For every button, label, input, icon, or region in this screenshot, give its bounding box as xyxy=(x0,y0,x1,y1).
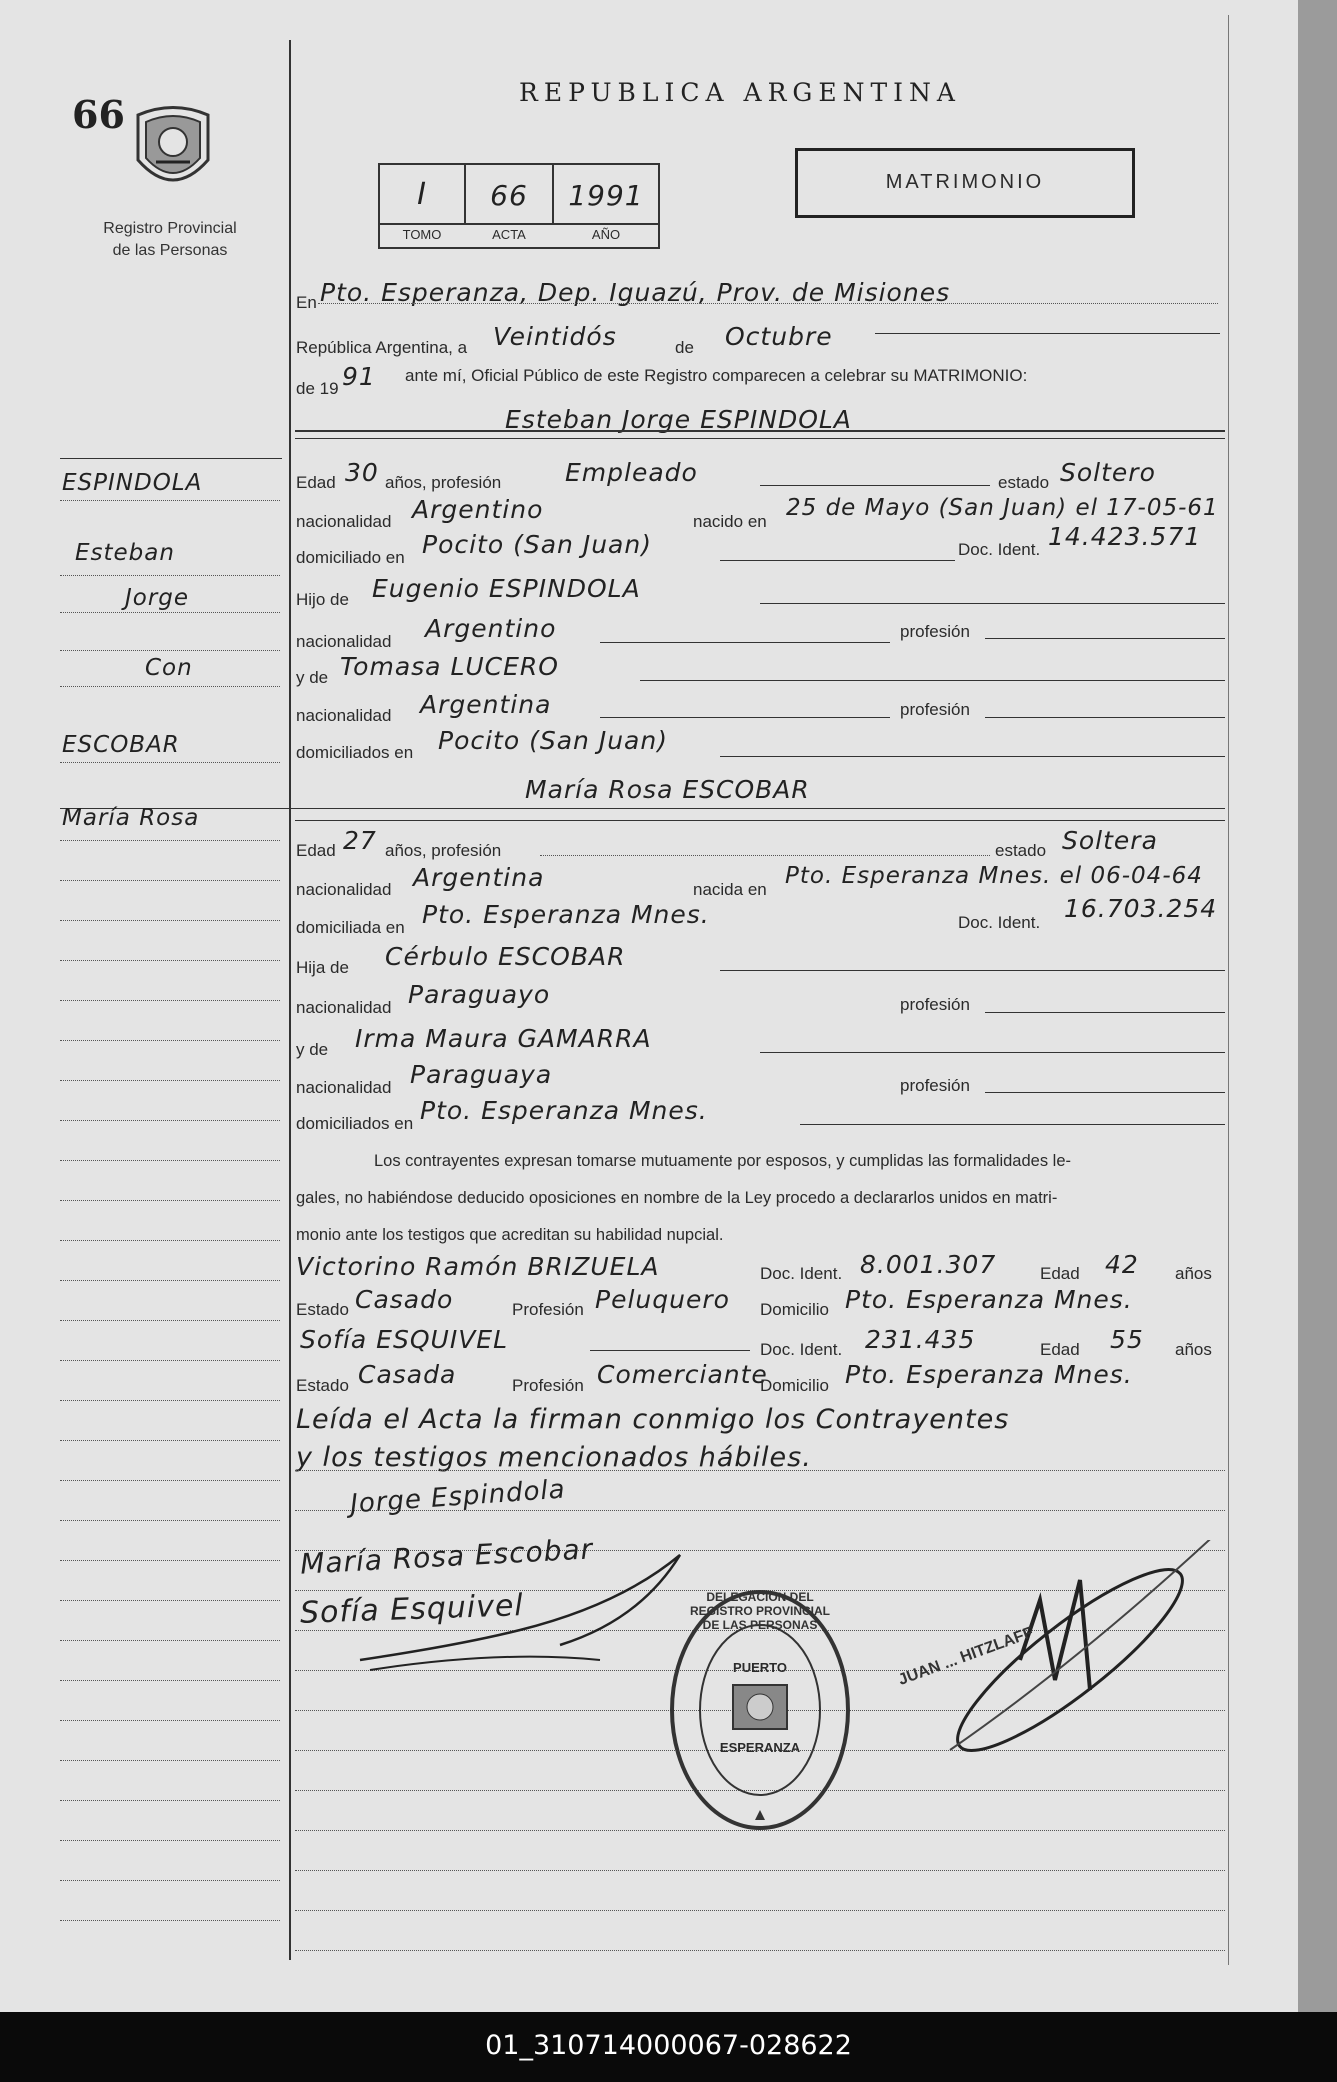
bride-born-label: nacida en xyxy=(693,880,767,899)
acta-value: 66 xyxy=(490,179,528,212)
intro-place: Pto. Esperanza, Dep. Iguazú, Prov. de Misiones xyxy=(320,278,951,307)
declaration-line-3: monio ante los testigos que acreditan su habilidad nupcial. xyxy=(296,1226,724,1244)
bride-parents-dom-label: domiciliados en xyxy=(296,1114,414,1133)
bride-age: 27 xyxy=(343,826,377,855)
witness-2-domicile: Pto. Esperanza Mnes. xyxy=(845,1360,1133,1389)
bride-and-label: y de xyxy=(296,1040,329,1059)
margin-surname-2: ESCOBAR xyxy=(62,732,180,758)
intro-year-prefix: de 19 xyxy=(296,379,339,398)
official-stamp-text: JUAN ... HITZLAFF xyxy=(896,1624,1036,1689)
groom-father-nat-label: nacionalidad xyxy=(296,632,392,651)
closing-line-2: y los testigos mencionados hábiles. xyxy=(296,1442,812,1473)
witness-2-prof-label: Profesión xyxy=(512,1376,584,1395)
intro-republic-label: República Argentina, a xyxy=(296,338,468,357)
acta-label: ACTA xyxy=(492,227,526,242)
stamp-inner-top: PUERTO xyxy=(733,1660,787,1675)
signature-groom: Jorge Espindola xyxy=(349,1474,567,1520)
witness-2-dom-label: Domicilio xyxy=(760,1376,829,1395)
groom-father: Eugenio ESPINDOLA xyxy=(372,574,641,603)
intro-day: Veintidós xyxy=(493,322,617,351)
provincial-seal-icon xyxy=(128,100,218,200)
witness-2-doc-label: Doc. Ident. xyxy=(760,1340,843,1359)
bride-mother-prof-label: profesión xyxy=(900,1076,970,1095)
margin-given-2: Jorge xyxy=(125,585,190,611)
margin-rule xyxy=(289,40,291,1960)
document-type: MATRIMONIO xyxy=(885,171,1045,193)
margin-given-3: María Rosa xyxy=(62,805,200,831)
witness-2-age: 55 xyxy=(1110,1325,1144,1354)
groom-years-label: años, profesión xyxy=(385,473,502,492)
groom-father-prof-label: profesión xyxy=(900,622,970,641)
bride-mother-nat-label: nacionalidad xyxy=(296,1078,392,1097)
margin-given-1: Esteban xyxy=(75,540,175,566)
groom-mother-prof-label: profesión xyxy=(900,700,970,719)
groom-mother-nationality: Argentina xyxy=(420,690,552,719)
groom-child-of-label: Hijo de xyxy=(296,590,349,609)
groom-doc-label: Doc. Ident. xyxy=(958,540,1041,559)
declaration-line-2: gales, no habiéndose deducido oposiciones en nombre de la Ley procedo a declararlos unidos en matri- xyxy=(296,1189,1058,1207)
groom-doc: 14.423.571 xyxy=(1048,522,1202,551)
page-number: 66 xyxy=(72,92,125,137)
groom-father-nationality: Argentino xyxy=(425,614,557,643)
witness-1-name: Victorino Ramón BRIZUELA xyxy=(296,1252,660,1281)
groom-mother-nat-label: nacionalidad xyxy=(296,706,392,725)
groom-profession: Empleado xyxy=(565,458,698,487)
bride-status-label: estado xyxy=(995,841,1047,860)
intro-en-label: En xyxy=(296,293,317,312)
closing-line-1: Leída el Acta la firman conmigo los Contrayentes xyxy=(296,1404,1010,1435)
tomo-value: I xyxy=(417,177,427,212)
witness-2-status-label: Estado xyxy=(296,1376,349,1395)
witness-2-name: Sofía ESQUIVEL xyxy=(300,1325,509,1354)
witness-1-domicile: Pto. Esperanza Mnes. xyxy=(845,1285,1133,1314)
intro-month: Octubre xyxy=(725,322,833,351)
groom-full-name: Esteban Jorge ESPINDOLA xyxy=(505,405,852,434)
footer-code: 01_310714000067-028622 xyxy=(485,2030,852,2061)
witness-1-years-label: años xyxy=(1175,1264,1212,1283)
bride-father: Cérbulo ESCOBAR xyxy=(385,942,626,971)
bride-status: Soltera xyxy=(1062,826,1158,855)
witness-1-status: Casado xyxy=(355,1285,454,1314)
margin-with: Con xyxy=(145,655,193,681)
intro-year: 91 xyxy=(342,362,376,391)
declaration-line-1: Los contrayentes expresan tomarse mutuamente por esposos, y cumplidas las formalidades le- xyxy=(374,1152,1072,1170)
witness-1-age: 42 xyxy=(1105,1250,1139,1279)
witness-2-years-label: años xyxy=(1175,1340,1212,1359)
ano-value: 1991 xyxy=(568,179,644,212)
groom-status-label: estado xyxy=(998,473,1050,492)
groom-nationality: Argentino xyxy=(412,495,544,524)
witness-1-prof-label: Profesión xyxy=(512,1300,584,1319)
bride-domicile: Pto. Esperanza Mnes. xyxy=(422,900,710,929)
witness-1-dom-label: Domicilio xyxy=(760,1300,829,1319)
groom-mother: Tomasa LUCERO xyxy=(340,652,559,681)
groom-domicile-label: domiciliado en xyxy=(296,548,405,567)
bride-nationality: Argentina xyxy=(413,863,545,892)
bride-doc-label: Doc. Ident. xyxy=(958,913,1041,932)
bride-birthplace: Pto. Esperanza Mnes. el 06-04-64 xyxy=(785,863,1203,889)
signature-bride: María Rosa Escobar xyxy=(299,1532,594,1581)
bride-father-nationality: Paraguayo xyxy=(408,980,551,1009)
intro-statement: ante mí, Oficial Público de este Registro comparecen a celebrar su MATRIMONIO: xyxy=(405,366,1028,385)
bride-domicile-label: domiciliada en xyxy=(296,918,405,937)
witness-2-status: Casada xyxy=(358,1360,457,1389)
ano-label: AÑO xyxy=(591,227,621,242)
groom-age: 30 xyxy=(345,458,379,487)
stamp-ring-text: DELEGACION DEL REGISTRO PROVINCIAL DE LAS PERSONAS xyxy=(690,1590,831,1632)
bride-father-prof-label: profesión xyxy=(900,995,970,1014)
bride-parents-domicile: Pto. Esperanza Mnes. xyxy=(420,1096,708,1125)
groom-domicile: Pocito (San Juan) xyxy=(422,530,652,559)
country-title: REPUBLICA ARGENTINA xyxy=(519,78,961,107)
groom-parents-domicile: Pocito (San Juan) xyxy=(438,726,668,755)
bride-mother: Irma Maura GAMARRA xyxy=(355,1024,652,1053)
bride-nationality-label: nacionalidad xyxy=(296,880,392,899)
stamp-inner-bottom: ESPERANZA xyxy=(719,1740,801,1755)
groom-nationality-label: nacionalidad xyxy=(296,512,392,531)
witness-1-profession: Peluquero xyxy=(595,1285,730,1314)
document-type-box xyxy=(795,148,1135,218)
paper-edge xyxy=(1298,0,1337,2012)
witness-1-age-label: Edad xyxy=(1040,1264,1080,1283)
groom-parents-dom-label: domiciliados en xyxy=(296,743,414,762)
bride-age-label: Edad xyxy=(296,841,336,860)
witness-2-doc: 231.435 xyxy=(865,1325,976,1354)
margin-surname: ESPINDOLA xyxy=(62,470,203,496)
groom-birthplace: 25 de Mayo (San Juan) el 17-05-61 xyxy=(786,495,1219,521)
groom-and-label: y de xyxy=(296,668,329,687)
witness-2-profession: Comerciante xyxy=(597,1360,768,1389)
groom-born-label: nacido en xyxy=(693,512,767,531)
witness-1-doc-label: Doc. Ident. xyxy=(760,1264,843,1283)
groom-status: Soltero xyxy=(1060,458,1156,487)
bride-years-label: años, profesión xyxy=(385,841,502,860)
signature-flourish-icon xyxy=(340,1550,700,1680)
record-box xyxy=(378,163,660,249)
tomo-label: TOMO xyxy=(402,227,442,242)
bride-child-of-label: Hija de xyxy=(296,958,349,977)
bride-full-name: María Rosa ESCOBAR xyxy=(525,775,810,804)
signature-witness-2: Sofía Esquivel xyxy=(299,1588,525,1631)
witness-1-status-label: Estado xyxy=(296,1300,349,1319)
witness-1-doc: 8.001.307 xyxy=(860,1250,997,1279)
bride-father-nat-label: nacionalidad xyxy=(296,998,392,1017)
intro-de-label: de xyxy=(675,338,694,357)
groom-age-label: Edad xyxy=(296,473,336,492)
bride-doc: 16.703.254 xyxy=(1064,894,1218,923)
bride-mother-nationality: Paraguaya xyxy=(410,1060,553,1089)
registry-label: Registro Provincial de las Personas xyxy=(103,220,237,259)
witness-2-age-label: Edad xyxy=(1040,1340,1080,1359)
